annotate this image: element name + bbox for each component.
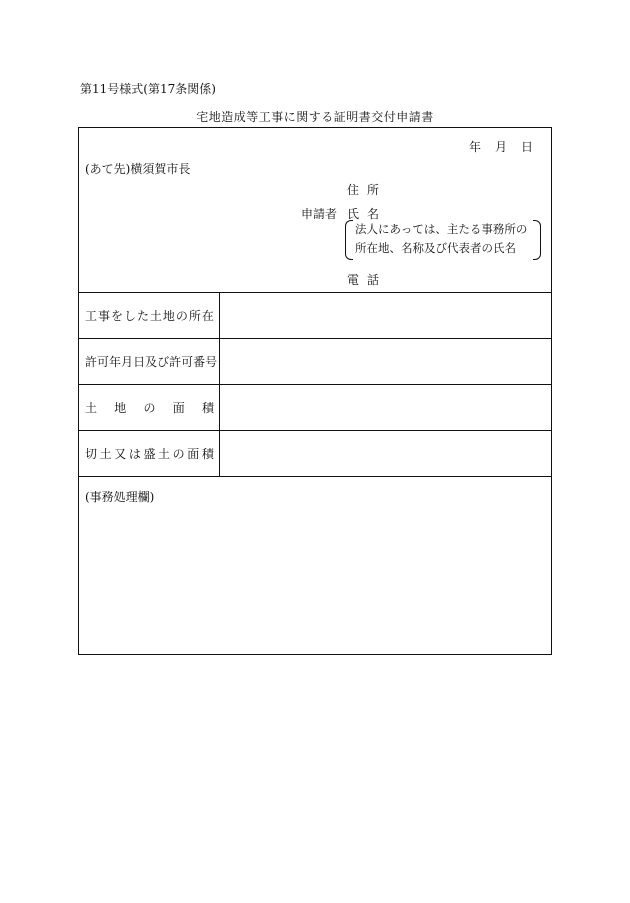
label-char: 面 xyxy=(187,447,200,461)
phone-label: 電話 xyxy=(347,273,388,287)
date-year-label: 年 xyxy=(468,140,481,154)
label-char: 土 xyxy=(99,447,112,461)
label-char: 月 xyxy=(121,355,134,369)
corporate-note xyxy=(345,220,541,260)
address-label: 住所 xyxy=(347,183,388,197)
label-char: 許 xyxy=(85,355,98,369)
office-use-label: (事務処理欄) xyxy=(85,490,155,504)
label-char: し xyxy=(123,309,136,323)
label-char: 面 xyxy=(172,401,185,415)
label-char: 可 xyxy=(97,355,110,369)
label-char: の xyxy=(143,401,156,415)
label-char: 及 xyxy=(145,355,158,369)
table-row xyxy=(79,385,551,431)
label-char: 又 xyxy=(114,447,127,461)
label-char: 積 xyxy=(201,447,214,461)
form-number: 第11号様式(第17条関係) xyxy=(80,82,216,96)
corporate-note-line-1: 法人にあっては、主たる事務所の xyxy=(355,222,528,236)
permit-date-number-label xyxy=(79,339,220,384)
land-location-label xyxy=(79,293,220,338)
addressee: (あて先)横須賀市長 xyxy=(85,162,191,176)
label-char: 地 xyxy=(114,401,127,415)
permit-date-number-field[interactable] xyxy=(220,339,551,384)
form-rows xyxy=(79,293,551,477)
date-line xyxy=(455,138,533,155)
label-char: た xyxy=(136,309,149,323)
corporate-note-line-2: 所在地、名称及び代表者の氏名 xyxy=(355,241,516,255)
label-char: 土 xyxy=(85,401,98,415)
label-char: 土 xyxy=(158,447,171,461)
label-char: 地 xyxy=(162,309,175,323)
applicant-label: 申請者 xyxy=(301,207,338,221)
label-char: 切 xyxy=(85,447,98,461)
land-area-label xyxy=(79,385,220,430)
label-char: 盛 xyxy=(143,447,156,461)
label-char: 事 xyxy=(97,309,110,323)
label-char: 年 xyxy=(109,355,122,369)
label-char: 在 xyxy=(201,309,214,323)
label-char: 工 xyxy=(85,309,98,323)
label-char: 号 xyxy=(205,355,218,369)
label-char: び xyxy=(157,355,170,369)
cut-fill-area-field[interactable] xyxy=(220,431,551,476)
label-char: 土 xyxy=(149,309,162,323)
label-char: 所 xyxy=(188,309,201,323)
land-location-field[interactable] xyxy=(220,293,551,338)
table-row xyxy=(79,431,551,477)
table-row xyxy=(79,339,551,385)
label-char: 可 xyxy=(181,355,194,369)
cut-fill-area-label xyxy=(79,431,220,476)
land-area-field[interactable] xyxy=(220,385,551,430)
label-char: の xyxy=(172,447,185,461)
table-row xyxy=(79,293,551,339)
date-month-label: 月 xyxy=(494,140,507,154)
label-char: は xyxy=(128,447,141,461)
label-char: 許 xyxy=(169,355,182,369)
label-char: 積 xyxy=(201,401,214,415)
name-label: 氏名 xyxy=(347,207,388,221)
date-day-label: 日 xyxy=(520,140,533,154)
label-char: 番 xyxy=(193,355,206,369)
document-title: 宅地造成等工事に関する証明書交付申請書 xyxy=(196,110,434,124)
applicant-header-block xyxy=(79,128,551,293)
label-char: の xyxy=(175,309,188,323)
application-form-frame xyxy=(78,127,552,655)
label-char: 日 xyxy=(133,355,146,369)
label-char: を xyxy=(110,309,123,323)
